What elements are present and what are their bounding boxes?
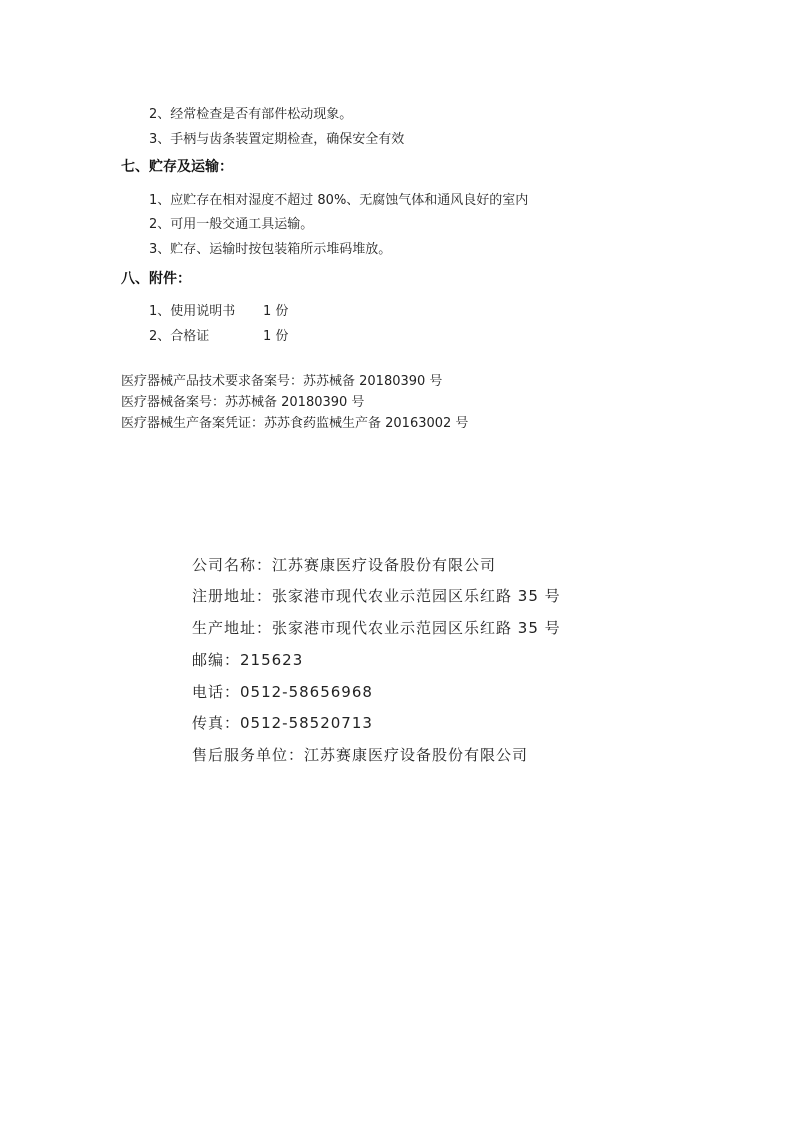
fax: 传真：0512-58520713 [192, 714, 373, 732]
company-name: 公司名称：江苏赛康医疗设备股份有限公司 [192, 556, 497, 574]
registration-tech-requirements: 医疗器械产品技术要求备案号：苏苏械备 20180390 号 [121, 374, 443, 389]
maintenance-item-3: 3、手柄与齿条装置定期检查，确保安全有效 [149, 132, 405, 147]
storage-heading: 七、贮存及运输： [121, 159, 233, 175]
registration-production-certificate: 医疗器械生产备案凭证：苏苏食药监械生产备 20163002 号 [121, 416, 469, 431]
attachment-name: 1、使用说明书 [149, 304, 236, 319]
storage-item-3: 3、贮存、运输时按包装箱所示堆码堆放。 [149, 242, 392, 257]
attachments-heading: 八、附件： [121, 271, 191, 287]
telephone: 电话：0512-58656968 [192, 683, 373, 701]
attachment-qty: 1 份 [263, 304, 289, 319]
storage-item-1: 1、应贮存在相对湿度不超过 80%、无腐蚀气体和通风良好的室内 [149, 193, 529, 208]
registered-address: 注册地址：张家港市现代农业示范园区乐红路 35 号 [192, 587, 561, 605]
storage-item-2: 2、可用一般交通工具运输。 [149, 217, 314, 232]
attachment-name: 2、合格证 [149, 329, 210, 344]
attachment-qty: 1 份 [263, 329, 289, 344]
postal-code: 邮编：215623 [192, 651, 304, 669]
attachment-item-manual [149, 300, 288, 319]
maintenance-item-2: 2、经常检查是否有部件松动现象。 [149, 107, 353, 122]
production-address: 生产地址：张家港市现代农业示范园区乐红路 35 号 [192, 619, 561, 637]
attachment-item-certificate [149, 325, 288, 344]
registration-filing-number: 医疗器械备案号：苏苏械备 20180390 号 [121, 395, 365, 410]
after-sales-service: 售后服务单位：江苏赛康医疗设备股份有限公司 [192, 746, 529, 764]
